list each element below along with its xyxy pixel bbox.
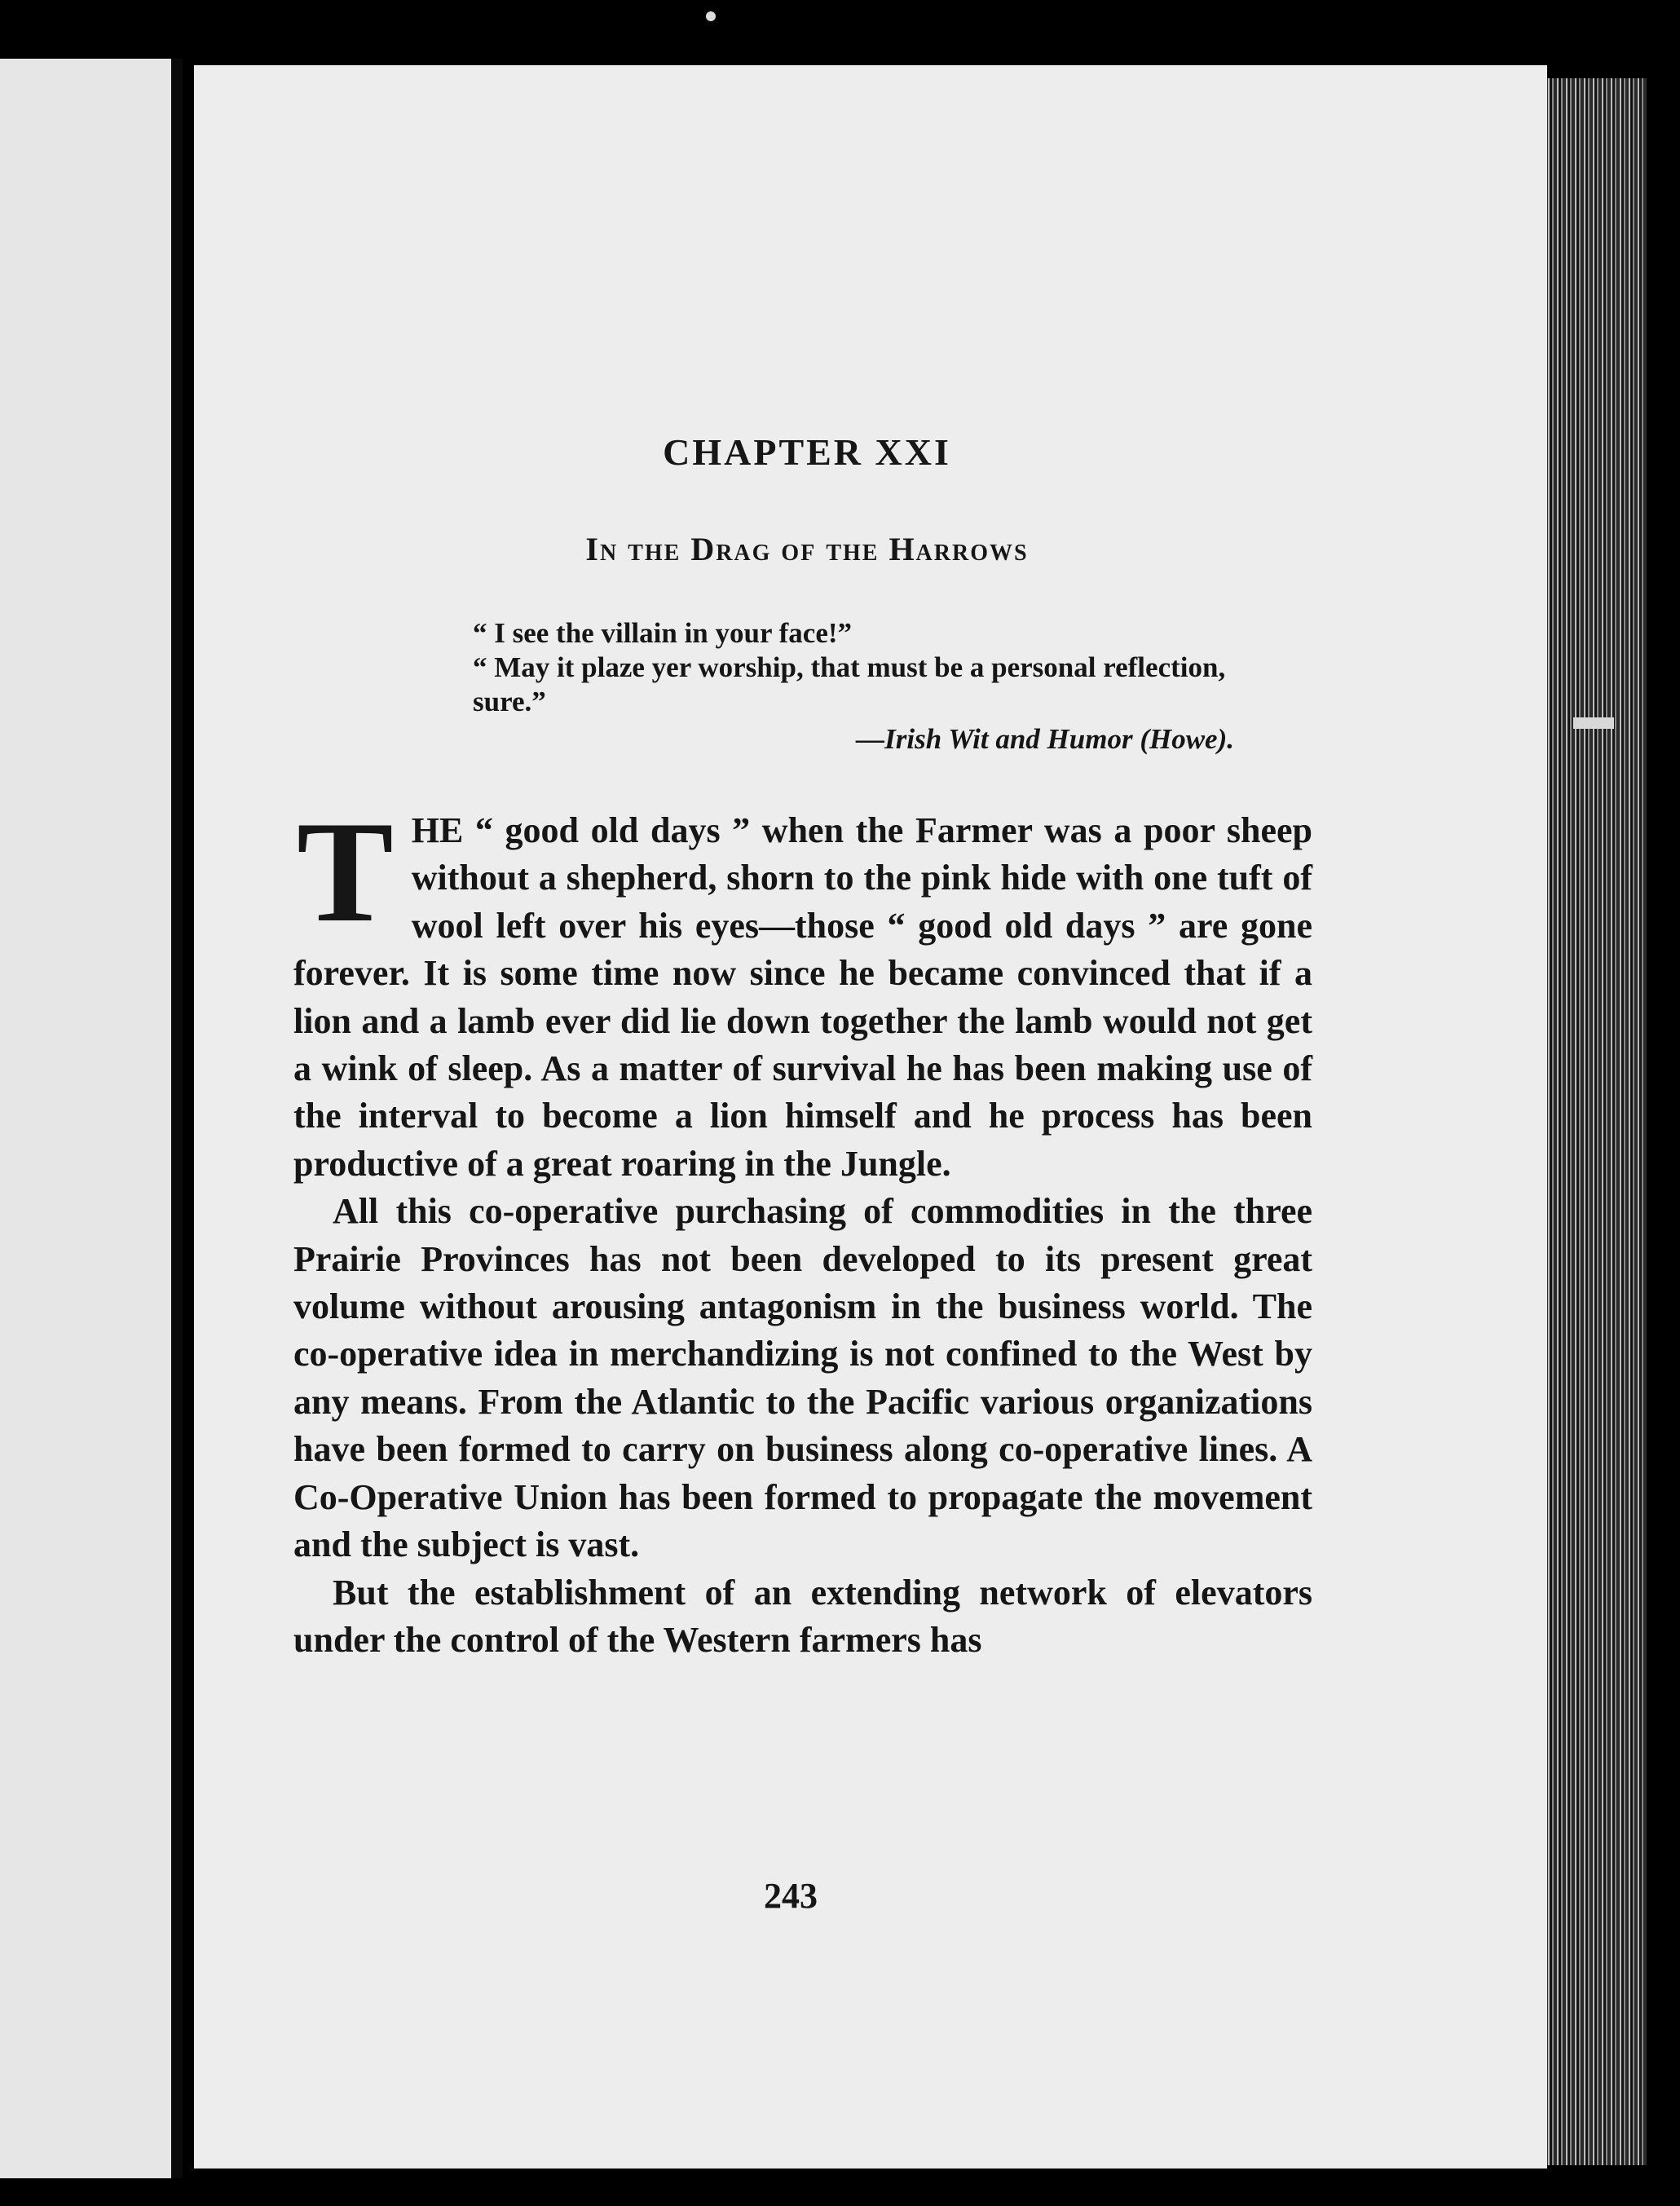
page-number: 243	[764, 1876, 818, 1916]
page-block-edge	[1541, 78, 1647, 2165]
bookmark-ribbon	[1573, 717, 1614, 729]
epigraph-line-1: “ I see the villain in your face!”	[473, 617, 853, 649]
body-text	[293, 791, 1312, 1664]
scan-mark	[706, 11, 716, 21]
chapter-heading: CHAPTER XXI	[663, 431, 951, 473]
paragraph-2: All this co-operative purchasing of commodities in the three Prairie Provinces has not been developed to its present great volume without arousing antagonism in the business world. The co-operative idea in merchandizing is not confined to the West by any means. From the Atlantic to the Pacific various organizations have been formed to carry on business along co-operative lines. A Co-Operative Union has been formed to propagate the movement and the subject is vast.	[293, 1191, 1312, 1565]
epigraph-line-2: “ May it plaze yer worship, that must be a personal reflection, sure.”	[473, 651, 1226, 717]
epigraph-source: —Irish Wit and Humor (Howe).	[856, 723, 1234, 755]
paragraph-1	[293, 791, 1312, 1188]
epigraph	[437, 616, 1244, 757]
book-gutter	[171, 59, 183, 2178]
previous-page-edge	[0, 59, 171, 2178]
chapter-title: In the Drag of the Harrows	[585, 531, 1029, 567]
drop-cap: T	[297, 791, 394, 952]
paragraph-1-text: HE “ good old days ” when the Farmer was a poor sheep without a shepherd, shorn to the pink hide with one tuft of wool left over his eyes—those “ good old days ” are gone forever. It is some time now since he became convinced that if a lion and a lamb ever did lie down together the lamb would not get a wink of sleep. As a matter of survival he has been making use of the interval to become a lion himself and he process has been productive of a great roaring in the Jungle.	[293, 810, 1312, 1184]
paragraph-3: But the establishment of an extending network of elevators under the control of the Western farmers has	[293, 1572, 1312, 1660]
